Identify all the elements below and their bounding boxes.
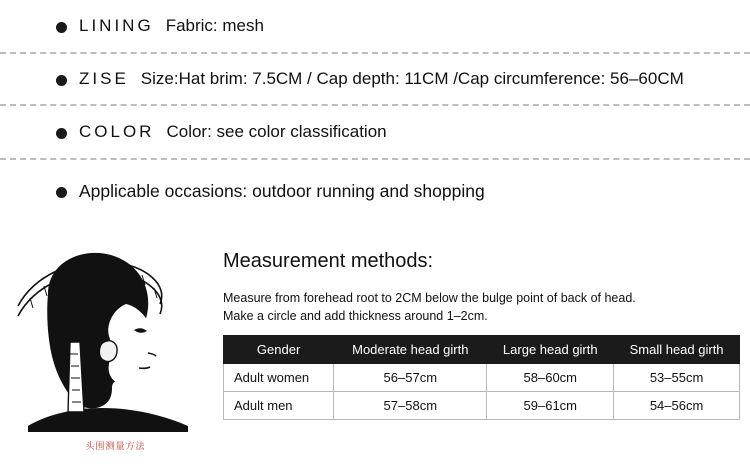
spec-value-occasions: Applicable occasions: outdoor running and shopping xyxy=(79,180,485,201)
table-header-large: Large head girth xyxy=(487,336,614,364)
table-header-row xyxy=(224,336,740,364)
cell-men-moderate: 57–58cm xyxy=(334,392,487,420)
spec-row-color xyxy=(0,106,750,158)
spec-row-lining xyxy=(0,0,750,52)
measurement-title: Measurement methods: xyxy=(223,250,434,272)
cell-gender-men: Adult men xyxy=(224,392,334,420)
size-table xyxy=(223,335,740,420)
cell-men-large: 59–61cm xyxy=(487,392,614,420)
measurement-description xyxy=(223,289,740,325)
table-row xyxy=(224,364,740,392)
cell-women-large: 58–60cm xyxy=(487,364,614,392)
measurement-description-line2: Make a circle and add thickness around 1–2cm. xyxy=(223,309,488,324)
head-measurement-figure xyxy=(8,222,223,452)
spec-label-color: COLOR xyxy=(79,122,155,141)
cell-women-small: 53–55cm xyxy=(614,364,740,392)
figure-caption: 头围测量方法 xyxy=(85,441,146,451)
bullet-icon xyxy=(56,187,67,198)
table-header-small: Small head girth xyxy=(614,336,740,364)
spec-value-size: Size:Hat brim: 7.5CM / Cap depth: 11CM /Cap circumference: 56–60CM xyxy=(140,69,684,88)
measurement-text-block xyxy=(223,222,750,420)
spec-label-size: ZISE xyxy=(79,69,129,88)
spec-label-lining: LINING xyxy=(79,16,154,35)
bullet-icon xyxy=(56,22,67,33)
spec-row-occasions xyxy=(0,160,750,222)
measurement-section xyxy=(0,222,750,452)
cell-women-moderate: 56–57cm xyxy=(334,364,487,392)
measurement-description-line1: Measure from forehead root to 2CM below the bulge point of back of head. xyxy=(223,291,636,305)
bullet-icon xyxy=(56,75,67,86)
table-row xyxy=(224,392,740,420)
spec-value-color: Color: see color classification xyxy=(166,122,387,141)
head-diagram-icon xyxy=(8,232,223,432)
table-header-gender: Gender xyxy=(224,336,334,364)
table-header-moderate: Moderate head girth xyxy=(334,336,487,364)
specification-list xyxy=(0,0,750,222)
bullet-icon xyxy=(56,128,67,139)
spec-value-lining: Fabric: mesh xyxy=(165,16,264,35)
spec-row-size xyxy=(0,54,750,104)
cell-men-small: 54–56cm xyxy=(614,392,740,420)
cell-gender-women: Adult women xyxy=(224,364,334,392)
